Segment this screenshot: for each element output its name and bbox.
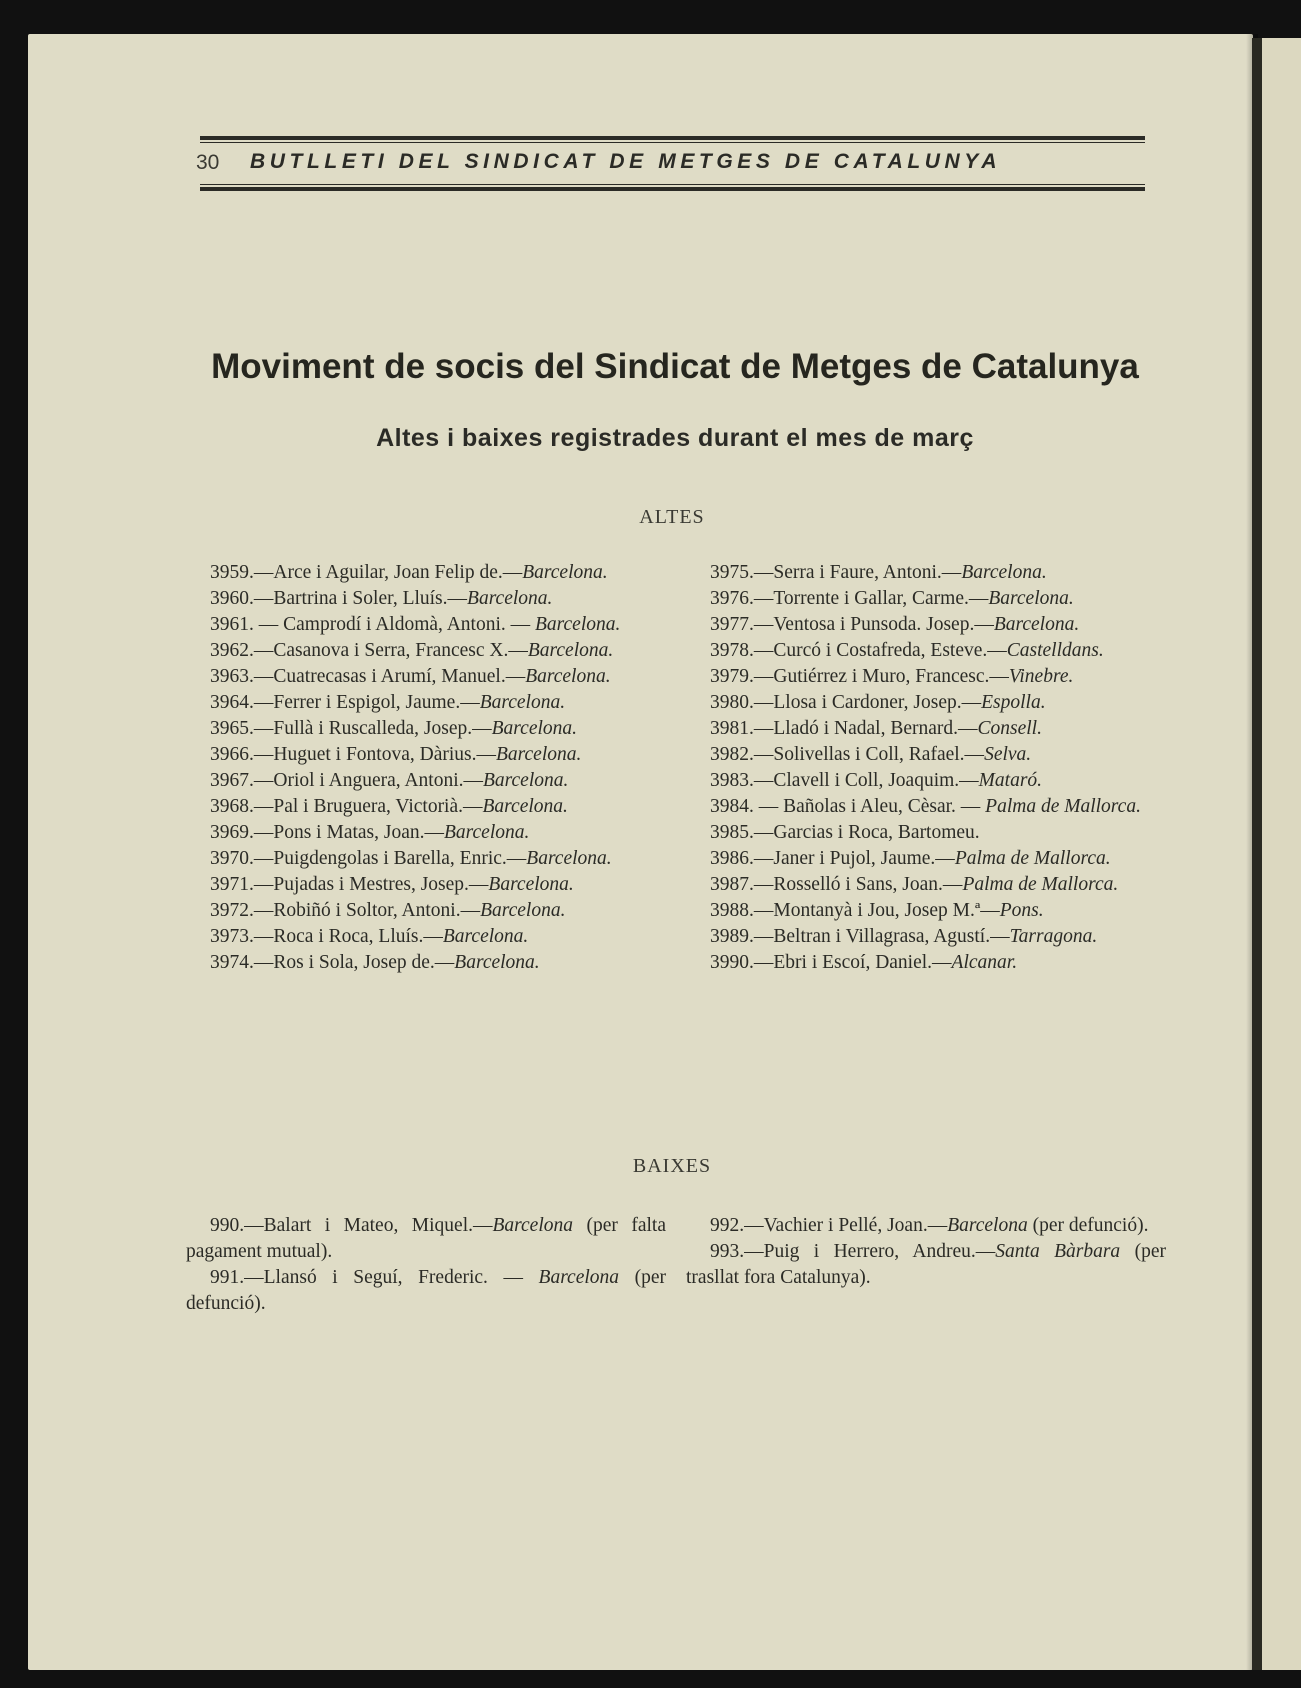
- entry-place: Santa Bàrbara: [995, 1241, 1121, 1262]
- entry-text: 3970.—Puigdengolas i Barella, Enric.—: [210, 848, 527, 869]
- baixes-right-column: [686, 1213, 1166, 1291]
- alta-entry: [186, 820, 666, 846]
- entry-text: 3962.—Casanova i Serra, Francesc X.—: [210, 640, 528, 661]
- entry-text: 3987.—Rosselló i Sans, Joan.—: [710, 874, 963, 895]
- entry-place: Alcanar.: [951, 952, 1018, 973]
- entry-text: 991.—Llansó i Seguí, Frederic. —: [210, 1267, 539, 1288]
- alta-entry: [686, 820, 1166, 846]
- alta-entry: [686, 690, 1166, 716]
- alta-entry: [186, 950, 666, 976]
- alta-entry: [686, 846, 1166, 872]
- altes-heading: ALTES: [639, 506, 705, 528]
- alta-entry: [186, 690, 666, 716]
- entry-place: Barcelona.: [535, 614, 621, 635]
- entry-place: Barcelona.: [444, 822, 530, 843]
- entry-place: Barcelona.: [491, 718, 578, 739]
- alta-entry: [186, 898, 666, 924]
- header-rule-bottom: [200, 187, 1145, 191]
- header-rule-top-thin: [200, 142, 1145, 143]
- baixes-heading: BAIXES: [632, 1155, 712, 1177]
- entry-place: Barcelona.: [480, 900, 566, 921]
- baixa-entry: [686, 1213, 1166, 1239]
- entry-place: Espolla.: [981, 692, 1046, 713]
- altes-right-column: [686, 560, 1166, 976]
- entry-place: Barcelona.: [993, 614, 1080, 635]
- entry-place: Barcelona.: [988, 588, 1074, 609]
- alta-entry: [686, 742, 1166, 768]
- running-header: [196, 151, 1146, 181]
- entry-place: Barcelona.: [495, 744, 582, 765]
- entry-place: Barcelona: [538, 1267, 620, 1288]
- alta-entry: [686, 638, 1166, 664]
- entry-text: 3983.—Clavell i Coll, Joaquim.—: [710, 770, 979, 791]
- entry-place: Barcelona: [947, 1215, 1028, 1236]
- header-rule-top: [200, 136, 1145, 140]
- baixa-entry: [186, 1213, 666, 1265]
- entry-text: 3982.—Solivellas i Coll, Rafael.—: [710, 744, 985, 765]
- entry-text: 3960.—Bartrina i Soler, Lluís.—: [210, 588, 468, 609]
- entry-place: Tarragona.: [1009, 926, 1098, 947]
- entry-text: 3966.—Huguet i Fontova, Dàrius.—: [210, 744, 496, 765]
- baixes-left-column: [186, 1213, 666, 1317]
- entry-text: 990.—Balart i Mateo, Miquel.—: [210, 1215, 493, 1236]
- page-title: Moviment de socis del Sindicat de Metges de Catalunya: [211, 347, 1139, 386]
- alta-entry: [186, 846, 666, 872]
- entry-text: 3967.—Oriol i Anguera, Antoni.—: [210, 770, 483, 791]
- alta-entry: [186, 742, 666, 768]
- alta-entry: [186, 560, 666, 586]
- entry-place: Barcelona.: [454, 952, 540, 973]
- page-number: 30: [196, 151, 220, 174]
- entry-place: Consell.: [977, 718, 1042, 739]
- alta-entry: [686, 586, 1166, 612]
- entry-place: Mataró.: [978, 770, 1043, 791]
- entry-text: 3977.—Ventosa i Punsoda. Josep.—: [710, 614, 994, 635]
- entry-place: Barcelona.: [526, 848, 612, 869]
- entry-place: Vinebre.: [1008, 666, 1074, 687]
- alta-entry: [686, 872, 1166, 898]
- entry-text: 3959.—Arce i Aguilar, Joan Felip de.—: [210, 562, 523, 583]
- alta-entry: [186, 664, 666, 690]
- entry-note: (per defunció).: [186, 1267, 666, 1314]
- alta-entry: [186, 586, 666, 612]
- alta-entry: [686, 560, 1166, 586]
- entry-place: Barcelona.: [482, 770, 569, 791]
- entry-text: 3969.—Pons i Matas, Joan.—: [210, 822, 444, 843]
- entry-text: 3961. — Camprodí i Aldomà, Antoni. —: [210, 614, 535, 635]
- entry-text: 3963.—Cuatrecasas i Arumí, Manuel.—: [210, 666, 526, 687]
- alta-entry: [686, 664, 1166, 690]
- entry-text: 992.—Vachier i Pellé, Joan.—: [710, 1215, 948, 1236]
- entry-text: 3984. — Bañolas i Aleu, Cèsar. —: [710, 796, 986, 817]
- entry-text: 3974.—Ros i Sola, Josep de.—: [210, 952, 455, 973]
- alta-entry: [686, 924, 1166, 950]
- entry-text: 3979.—Gutiérrez i Muro, Francesc.—: [710, 666, 1009, 687]
- entry-place: Barcelona.: [479, 692, 566, 713]
- alta-entry: [186, 768, 666, 794]
- alta-entry: [186, 716, 666, 742]
- alta-entry: [186, 872, 666, 898]
- entry-text: 3964.—Ferrer i Espigol, Jaume.—: [210, 692, 480, 713]
- page-subtitle: Altes i baixes registrades durant el mes de març: [376, 424, 974, 452]
- entry-note: (per trasllat fora Catalunya).: [686, 1241, 1166, 1288]
- entry-note: (per defunció).: [1027, 1215, 1149, 1236]
- baixa-entry: [686, 1239, 1166, 1291]
- entry-place: Palma de Mallorca.: [954, 848, 1111, 869]
- entry-text: 3980.—Llosa i Cardoner, Josep.—: [710, 692, 982, 713]
- alta-entry: [186, 924, 666, 950]
- entry-text: 3986.—Janer i Pujol, Jaume.—: [710, 848, 955, 869]
- entry-text: 3989.—Beltran i Villagrasa, Agustí.—: [710, 926, 1010, 947]
- alta-entry: [686, 768, 1166, 794]
- entry-text: 3985.—Garcias i Roca, Bartomeu.: [710, 822, 980, 843]
- entry-place: Barcelona.: [482, 796, 568, 817]
- entry-place: Barcelona.: [961, 562, 1047, 583]
- alta-entry: [686, 794, 1166, 820]
- entry-place: Castelldans.: [1006, 640, 1104, 661]
- entry-place: Barcelona.: [467, 588, 553, 609]
- entry-text: 3975.—Serra i Faure, Antoni.—: [710, 562, 962, 583]
- alta-entry: [186, 794, 666, 820]
- entry-text: 3990.—Ebri i Escoí, Daniel.—: [710, 952, 952, 973]
- entry-place: Pons.: [999, 900, 1044, 921]
- entry-text: 3973.—Roca i Roca, Lluís.—: [210, 926, 443, 947]
- alta-entry: [686, 950, 1166, 976]
- entry-text: 3972.—Robiñó i Soltor, Antoni.—: [210, 900, 481, 921]
- alta-entry: [686, 716, 1166, 742]
- entry-place: Palma de Mallorca.: [962, 874, 1119, 895]
- entry-text: 993.—Puig i Herrero, Andreu.—: [710, 1241, 996, 1262]
- entry-place: Barcelona: [492, 1215, 574, 1236]
- entry-place: Barcelona.: [525, 666, 611, 687]
- alta-entry: [186, 638, 666, 664]
- baixa-entry: [186, 1265, 666, 1317]
- alta-entry: [186, 612, 666, 638]
- header-rule-bottom-thin: [200, 184, 1145, 185]
- entry-note: (per falta pagament mutual).: [186, 1215, 666, 1262]
- next-page-edge: [1262, 38, 1301, 1670]
- entry-place: Selva.: [984, 744, 1032, 765]
- entry-text: 3976.—Torrente i Gallar, Carme.—: [710, 588, 989, 609]
- entry-text: 3968.—Pal i Bruguera, Victorià.—: [210, 796, 483, 817]
- entry-place: Barcelona.: [522, 562, 608, 583]
- book-spine: [1252, 38, 1262, 1670]
- entry-text: 3978.—Curcó i Costafreda, Esteve.—: [710, 640, 1007, 661]
- entry-place: Palma de Mallorca.: [985, 796, 1141, 817]
- entry-place: Barcelona.: [488, 874, 574, 895]
- altes-left-column: [186, 560, 666, 976]
- alta-entry: [686, 898, 1166, 924]
- entry-text: 3981.—Lladó i Nadal, Bernard.—: [710, 718, 978, 739]
- journal-title: BUTLLETI DEL SINDICAT DE METGES DE CATALUNYA: [250, 150, 1002, 173]
- alta-entry: [686, 612, 1166, 638]
- entry-place: Barcelona.: [442, 926, 529, 947]
- entry-place: Barcelona.: [527, 640, 614, 661]
- entry-text: 3965.—Fullà i Ruscalleda, Josep.—: [210, 718, 492, 739]
- entry-text: 3988.—Montanyà i Jou, Josep M.ª—: [710, 900, 1000, 921]
- entry-text: 3971.—Pujadas i Mestres, Josep.—: [210, 874, 489, 895]
